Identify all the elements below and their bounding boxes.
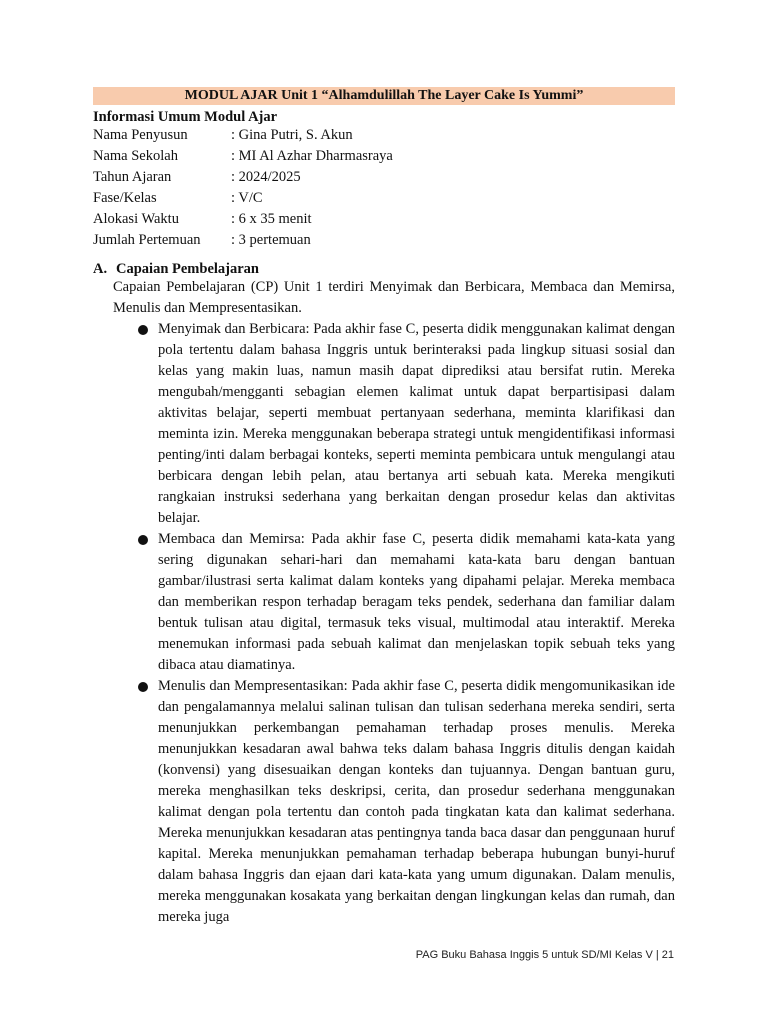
info-value: : 2024/2025 — [231, 169, 301, 185]
info-label: Nama Penyusun — [93, 127, 188, 143]
section-a-intro: Capaian Pembelajaran (CP) Unit 1 terdiri Menyimak dan Berbicara, Membaca dan Memirsa, Menulis dan Mempresentasikan. — [113, 279, 675, 316]
bullet-icon — [138, 535, 148, 545]
list-item — [138, 319, 675, 529]
page-footer: PAG Buku Bahasa Inggis 5 untuk SD/MI Kelas V | 21 — [415, 949, 674, 961]
bullet-text: Membaca dan Memirsa: Pada akhir fase C, peserta didik memahami kata-kata yang sering digunakan sehari-hari dan memahami kata-kata baru dengan bantuan gambar/ilustrasi serta kalimat dalam konteks yang dipahami pelajar. Mereka membaca dan memberikan respon terhadap beragam teks pendek, sederhana dan familiar dalam bentuk tulisan atau digital, termasuk teks visual, multimodal atau interaktif. Mereka menemukan informasi pada sebuah kalimat dan menjelaskan topik sebuah teks yang dibaca atau diamatinya. — [158, 531, 675, 673]
info-row-pertemuan — [93, 230, 675, 251]
section-title: Capaian Pembelajaran — [116, 261, 259, 277]
module-title: MODUL AJAR Unit 1 “Alhamdulillah The Layer Cake Is Yummi” — [93, 87, 675, 105]
info-row-tahun — [93, 167, 675, 188]
bullet-icon — [138, 682, 148, 692]
info-label: Nama Sekolah — [93, 148, 178, 164]
info-value: : V/C — [231, 190, 263, 206]
info-row-penyusun — [93, 125, 675, 146]
section-a-heading — [93, 261, 675, 277]
info-table — [93, 125, 675, 251]
info-value: : 6 x 35 menit — [231, 211, 312, 227]
cp-bullet-list — [138, 319, 675, 928]
bullet-icon — [138, 325, 148, 335]
info-row-fase — [93, 188, 675, 209]
info-label: Jumlah Pertemuan — [93, 232, 201, 248]
info-label: Fase/Kelas — [93, 190, 157, 206]
bullet-text: Menulis dan Mempresentasikan: Pada akhir fase C, peserta didik mengomunikasikan ide dan pengalamannya melalui salinan tulisan dan tulisan sederhana mereka sendiri, serta menunjukkan perkembangan pemahaman terhadap proses menulis. Mereka menunjukkan kesadaran awal bahwa teks dalam bahasa Inggris ditulis dengan kaidah (konvensi) yang disesuaikan dengan konteks dan tujuannya. Dengan bantuan guru, mereka menghasilkan teks deskripsi, cerita, dan prosedur sederhana menggunakan kalimat dengan pola tertentu dan contoh pada tingkatan kata dan kalimat sederhana. Mereka menunjukkan kesadaran atas pentingnya tanda baca dasar dan penggunaan huruf kapital. Mereka menunjukkan pemahaman terhadap beberapa hubungan bunyi-huruf dalam bahasa Inggris dan ejaan dari kata-kata yang umum digunakan. Dalam menulis, mereka menggunakan kosakata yang berkaitan dengan lingkungan kelas dan rumah, dan mereka juga — [158, 678, 675, 925]
info-row-sekolah — [93, 146, 675, 167]
section-number: A. — [93, 261, 108, 277]
info-label: Tahun Ajaran — [93, 169, 172, 185]
info-row-alokasi — [93, 209, 675, 230]
list-item — [138, 529, 675, 676]
info-value: : 3 pertemuan — [231, 232, 311, 248]
document-page — [93, 87, 675, 928]
info-value: : MI Al Azhar Dharmasraya — [231, 148, 393, 164]
info-label: Alokasi Waktu — [93, 211, 179, 227]
bullet-text: Menyimak dan Berbicara: Pada akhir fase C, peserta didik menggunakan kalimat dengan pola tertentu dalam bahasa Inggris untuk berinteraksi pada lingkup situasi sosial dan kelas yang makin luas, namun masih dapat diprediksi atau bersifat rutin. Mereka mengubah/mengganti sebagian elemen kalimat untuk dapat berpartisipasi dalam aktivitas belajar, seperti membuat pertanyaan sederhana, meminta klarifikasi dan meminta izin. Mereka menggunakan beberapa strategi untuk mengidentifikasi informasi penting/inti dalam berbagai konteks, seperti meminta pembicara untuk mengulangi atau berbicara dengan lebih pelan, atau bertanya arti sebuah kata. Mereka mengikuti rangkaian instruksi sederhana yang berkaitan dengan prosedur kelas dan aktivitas belajar. — [158, 321, 675, 526]
list-item — [138, 676, 675, 928]
info-heading: Informasi Umum Modul Ajar — [93, 109, 278, 125]
info-value: : Gina Putri, S. Akun — [231, 127, 353, 143]
